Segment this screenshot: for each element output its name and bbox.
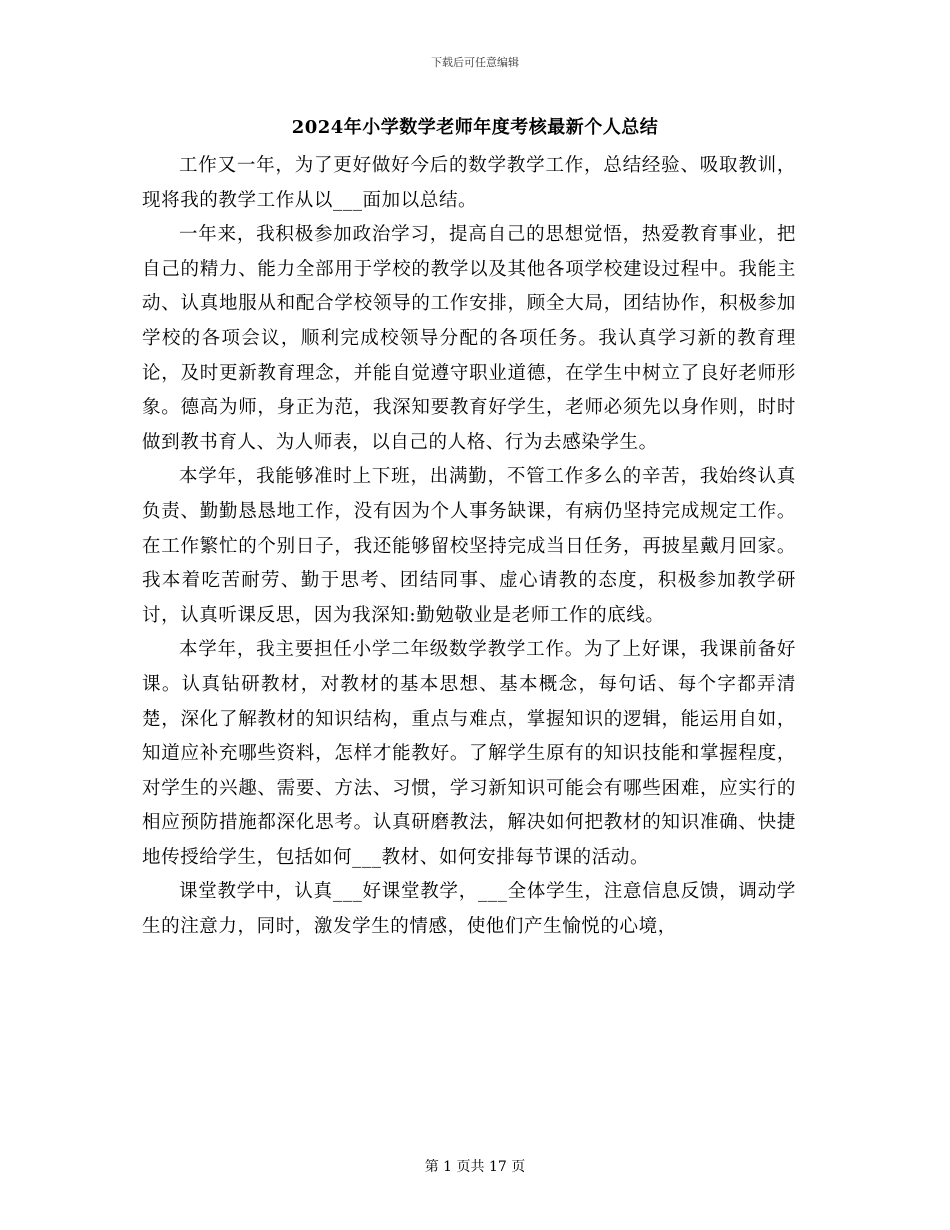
page-header: 下载后可任意编辑 <box>431 56 519 69</box>
paragraph-lesson-preparation: 本学年，我主要担任小学二年级数学教学工作。为了上好课，我课前备好课。认真钻研教材，对教材的基本思想、基本概念，每句话、每个字都弄清楚，深化了解教材的知识结构，重点与难点，掌握知识的逻辑，能运用自如，知道应补充哪些资料，怎样才能教好。了解学生原有的知识技能和掌握程度，对学生的兴趣、需要、方法、习惯，学习新知识可能会有哪些困难，应实行的相应预防措施都深化思考。认真研磨教法，解决如何把教材的知识准确、快捷地传授给学生，包括如何___教材、如何安排每节课的活动。 <box>142 639 796 868</box>
paragraph-intro: 工作又一年，为了更好做好今后的数学教学工作，总结经验、吸取教训，现将我的教学工作从以___面加以总结。 <box>142 155 796 211</box>
document-title: 2024年小学数学老师年度考核最新个人总结 <box>291 117 659 138</box>
document-body <box>142 149 796 945</box>
page-number: 第 1 页共 17 页 <box>424 1159 526 1175</box>
paragraph-classroom-teaching: 课堂教学中，认真___好课堂教学，___全体学生，注意信息反馈，调动学生的注意力，同时，激发学生的情感，使他们产生愉悦的心境， <box>142 881 796 938</box>
paragraph-political-study: 一年来，我积极参加政治学习，提高自己的思想觉悟，热爱教育事业，把自己的精力、能力全部用于学校的教学以及其他各项学校建设过程中。我能主动、认真地服从和配合学校领导的工作安排，顾全大局，团结协作，积极参加学校的各项会议，顺利完成校领导分配的各项任务。我认真学习新的教育理论，及时更新教育理念，并能自觉遵守职业道德，在学生中树立了良好老师形象。德高为师，身正为范，我深知要教育好学生，老师必须先以身作则，时时做到教书育人、为人师表，以自己的人格、行为去感染学生。 <box>142 224 796 453</box>
paragraph-attendance: 本学年，我能够准时上下班，出满勤，不管工作多么的辛苦，我始终认真负责、勤勤恳恳地工作，没有因为个人事务缺课，有病仍坚持完成规定工作。在工作繁忙的个别日子，我还能够留校坚持完成当日任务，再披星戴月回家。我本着吃苦耐劳、勤于思考、团结同事、虚心请教的态度，积极参加教学研讨，认真听课反思，因为我深知:勤勉敬业是老师工作的底线。 <box>142 466 796 626</box>
